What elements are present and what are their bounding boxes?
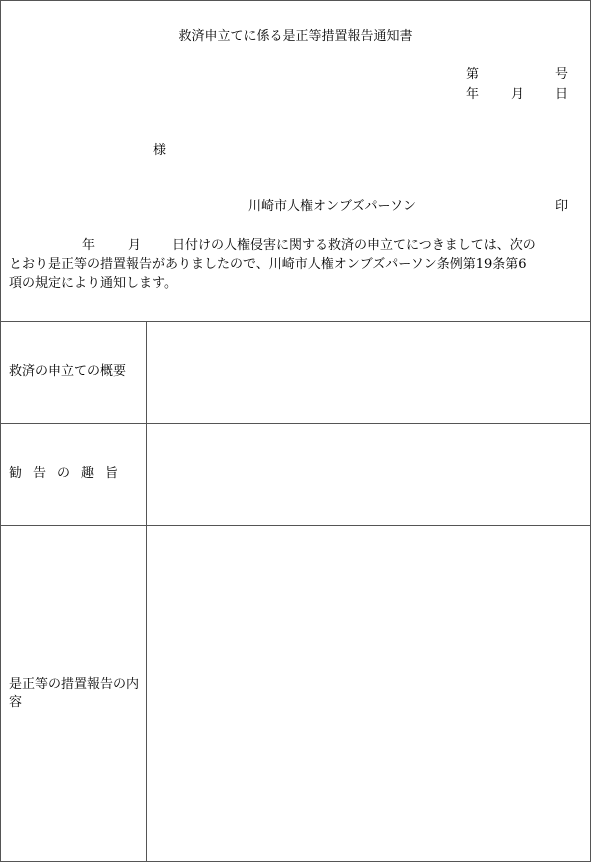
table-row-divider [0,423,591,424]
date-day-label: 日 [555,87,569,102]
body-paragraph [9,236,585,293]
body-line-1-text: 日付けの人権侵害に関する救済の申立てにつきましては、次の [172,238,536,253]
body-line-1 [9,236,585,255]
seal-mark: 印 [555,199,569,214]
document-number-prefix: 第 [466,67,480,82]
recipient-suffix: 様 [153,143,167,158]
table-column-divider [146,321,147,862]
row-label-corrective-measures-report: 是正等の措置報告の内容 [9,677,140,710]
report-table [0,321,591,862]
body-line-3: 項の規定により通知します。 [9,276,177,291]
body-year-label: 年 [82,238,96,253]
document-number-suffix: 号 [555,67,569,82]
body-month-label: 月 [128,238,142,253]
sender-name: 川崎市人権オンブズパーソン [248,199,416,214]
table-row-divider [0,525,591,526]
date-month-label: 月 [511,87,525,102]
body-line-2: とおり是正等の措置報告がありましたので、川崎市人権オンブズパーソン条例第19条第6 [9,257,527,272]
row-label-application-summary: 救済の申立ての概要 [9,364,127,379]
date-year-label: 年 [466,87,480,102]
table-border-top [0,321,591,322]
document-title: 救済申立てに係る是正等措置報告通知書 [178,29,413,44]
row-label-recommendation-purpose: 勧告の趣旨 [9,466,130,481]
